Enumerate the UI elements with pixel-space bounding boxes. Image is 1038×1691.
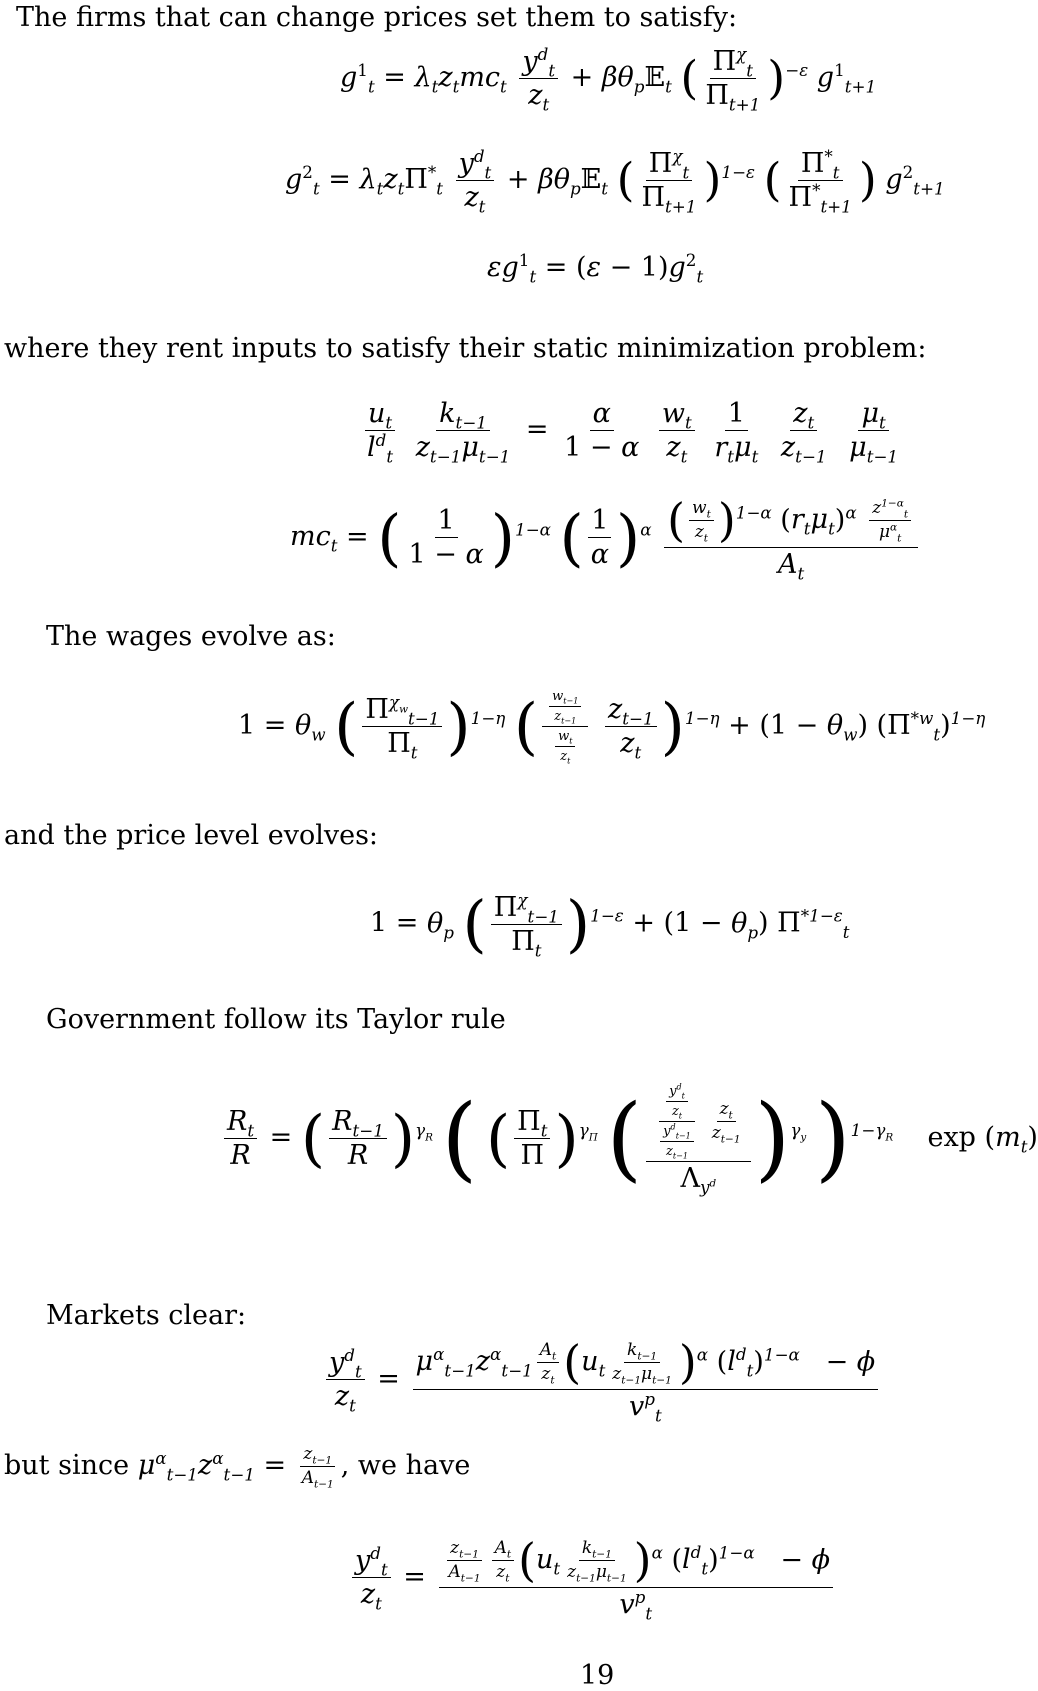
but-since-line: but since $\mu^\alpha_{t-1}z^\alpha_{t-1}$ = $\frac{z_{t-1}}{A_{t-1}}$ , we have — [4, 1444, 471, 1491]
intro-prices-text: The firms that can change prices set them to satisfy: — [16, 2, 738, 33]
intro-price-level-text: and the price level evolves: — [4, 820, 379, 851]
intro-wages-text: The wages evolve as: — [46, 621, 336, 652]
equation-g2: $g^2_t = \lambda_tz_t\Pi^*_t$ $\frac{y^d_t}{z_t}$ + $\beta\theta_p𝔼_t$ ( $\frac{\Pi^\chi_t}{\Pi_{t+1}}$ )$^{1-\varepsilon}$ ( $\frac{\Pi^*_t}{\Pi^*_{t+1}}$ ) $g^2_{t+1}$ — [285, 146, 945, 217]
page-number: 19 — [580, 1660, 615, 1691]
equation-eps-g: $\varepsilon g^1_t = (\varepsilon - 1)g^2_t$ — [487, 250, 704, 287]
equation-input-ratio: $\frac{u_t}{l^d_t}$ $\frac{k_{t-1}}{z_{t-1}\mu_{t-1}}$ = $\frac{\alpha}{1 - \alpha}$ $\frac{w_t}{z_t}$ $\frac{1}{r_t\mu_t}$ $\frac{z_t}{z_{t-1}}$ $\frac{\mu_t}{\mu_{t-1}}$ — [360, 400, 905, 461]
equation-wages: $1 = \theta_w$ ( $\frac{\Pi^{\chi_w}_{t-1}}{\Pi_t}$ )$^{1-\eta}$ ( $\frac{\frac{w_{t-1}}{z_{t-1}}}{\frac{w_t}{z_t}}$ $\frac{z_{t-1}}{z_t}$ )$^{1-\eta} + (1 - \theta_w)$ $(\Pi^{*w}_t)^{1-\eta}$ — [238, 689, 986, 766]
equation-g1: $g^1_t = \lambda_tz_tmc_t$ $\frac{y^d_t}{z_t}$ + $\beta\theta_p𝔼_t$ ( $\frac{\Pi^\chi_t}{\Pi_{t+1}}$ )$^{-\varepsilon}$ $g^1_{t+1}$ — [340, 44, 877, 115]
but-since-suffix: , we have — [340, 1450, 471, 1481]
equation-marginal-cost: $mc_t$ = ( $\frac{1}{1 - \alpha}$ )$^{1-\alpha}$ ( $\frac{1}{\alpha}$ )$^\alpha$ ( $\frac{w_t}{z_t}$ )$^{1-\alpha}$ $(r_t\mu_t)^\alpha$ $\frac{z^{1-\alpha}_t}{\mu^\alpha_t}$ $A_t$ — [290, 498, 922, 578]
intro-inputs-text: where they rent inputs to satisfy their static minimization problem: — [4, 333, 927, 364]
but-since-prefix: but since — [4, 1450, 130, 1481]
equation-market-clearing-simplified: $\frac{y^d_t}{z_t}$ = $\frac{z_{t-1}}{A_{t-1}}$ $\frac{A_t}{z_t}$ ($u_t$ $\frac{k_{t-1}}{z_{t-1}\mu_{t-1}}$ )$^\alpha$ $(l^d_t)^{1-\alpha} - \phi$ $v^p_t$ — [348, 1538, 837, 1618]
intro-markets-text: Markets clear: — [46, 1300, 247, 1331]
equation-price-level: $1 = \theta_p$ ( $\frac{\Pi^\chi_{t-1}}{\Pi_t}$ )$^{1-\varepsilon} + (1 - \theta_p)$ $\Pi^{*1-\varepsilon}_t$ — [370, 887, 850, 960]
equation-taylor-rule: $\frac{R_t}{R}$ = ( $\frac{R_{t-1}}{R}$ )$^{\gamma_R}$ ( ( $\frac{\Pi_t}{\Pi}$ )$^{\gamma_\Pi}$ ( $\frac{\frac{y^d_t}{z_t}}{\frac{y^d_{t-1}}{z_{t-1}}}$ $\frac{z_t}{z_{t-1}}$ $\Lambda_{y^d}$ )$^{\gamma_y}$ )$^{1-\gamma_R}$ $\exp (m_t)$ — [220, 1085, 1038, 1192]
intro-taylor-text: Government follow its Taylor rule — [46, 1004, 506, 1035]
equation-market-clearing: $\frac{y^d_t}{z_t}$ = $\mu^\alpha_{t-1}z^\alpha_{t-1}$ $\frac{A_t}{z_t}$ ($u_t$ $\frac{k_{t-1}}{z_{t-1}\mu_{t-1}}$ )$^\alpha$ $(l^d_t)^{1-\alpha} - \phi$ $v^p_t$ — [322, 1340, 882, 1420]
